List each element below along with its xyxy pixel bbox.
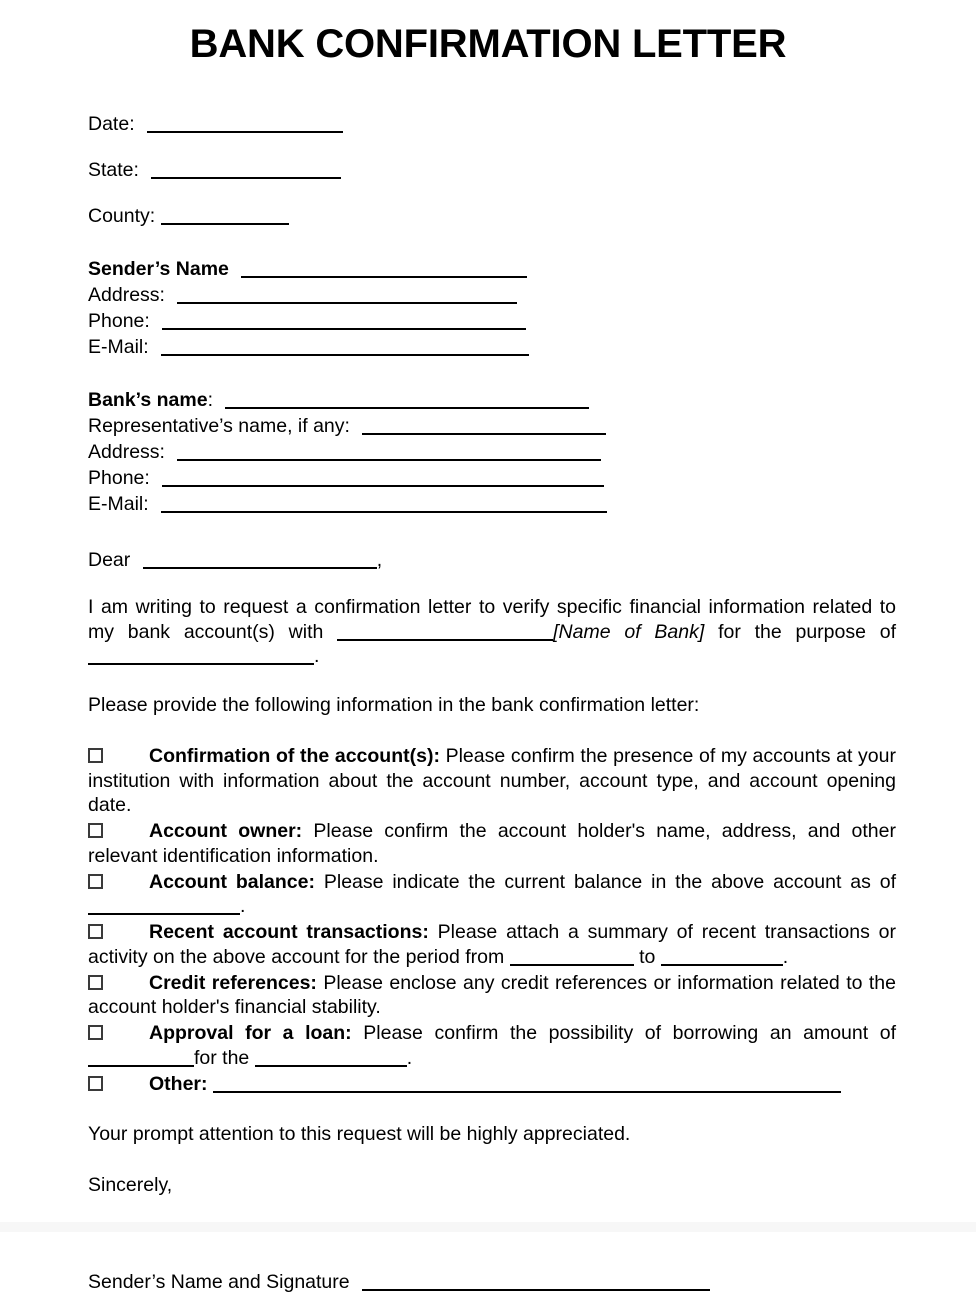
checkbox-credit-references[interactable] — [88, 975, 103, 990]
checklist-title-credit-references: Credit references: — [149, 971, 317, 994]
header-fields-block — [88, 112, 896, 230]
sender-name-row — [88, 257, 896, 283]
checklist-tail-account-balance: . — [240, 895, 246, 918]
checkbox-recent-account-transactions[interactable] — [88, 924, 103, 939]
bank-block — [88, 388, 896, 518]
bank-phone-blank[interactable] — [162, 485, 604, 487]
loan-purpose-blank[interactable] — [255, 1065, 407, 1067]
sender-phone-label: Phone: — [88, 309, 150, 332]
checklist-title-recent-account-transactions: Recent account transactions: — [149, 921, 429, 944]
signature-blank[interactable] — [362, 1289, 710, 1291]
sender-block — [88, 257, 896, 361]
salutation-blank[interactable] — [143, 567, 377, 569]
bank-name-colon: : — [207, 389, 214, 412]
checklist-item-other — [88, 1072, 896, 1097]
date-field-row — [88, 112, 896, 138]
sender-email-blank[interactable] — [161, 354, 529, 356]
checklist-item-confirmation-of-accounts — [88, 744, 896, 818]
checklist-item-credit-references — [88, 971, 896, 1021]
bank-representative-label: Representative’s name, if any: — [88, 415, 350, 438]
page-bottom-edge — [0, 1222, 976, 1232]
sender-address-label: Address: — [88, 283, 165, 306]
intro-paragraph — [88, 595, 896, 669]
checklist-body-confirmation-of-accounts: Please confirm the presence of my accounts at your institution with information about the account number, account type, and account opening date. — [88, 744, 896, 817]
bank-email-row — [88, 492, 896, 518]
checklist-title-account-owner: Account owner: — [149, 820, 303, 843]
checkbox-other[interactable] — [88, 1076, 103, 1091]
county-field-row — [88, 204, 896, 230]
date-input-blank[interactable] — [147, 131, 343, 133]
checkbox-account-balance[interactable] — [88, 874, 103, 889]
checklist-body-account-balance: Please indicate the current balance in the above account as of — [323, 870, 896, 893]
sender-phone-row — [88, 309, 896, 335]
intro-bank-placeholder: [Name of Bank] — [553, 620, 705, 643]
other-text-blank[interactable] — [213, 1091, 841, 1093]
checklist-item-account-owner — [88, 819, 896, 869]
checklist-mid-recent-account-transactions: to — [639, 945, 656, 968]
bank-email-blank[interactable] — [161, 511, 607, 513]
closing-thanks: Your prompt attention to this request will be highly appreciated. — [88, 1123, 631, 1146]
checkbox-account-owner[interactable] — [88, 823, 103, 838]
checklist-item-account-balance — [88, 870, 896, 920]
checklist-body-recent-account-transactions: Please attach a summary of recent transactions or activity on the above account for the period from — [88, 921, 896, 968]
checklist-body-credit-references: Please enclose any credit references or information related to the account holder's financial stability. — [88, 971, 896, 1019]
intro-bank-name-blank[interactable] — [337, 639, 553, 641]
intro-text-part2: for the purpose of — [718, 620, 897, 643]
bank-phone-row — [88, 466, 896, 492]
checklist-tail-approval-for-a-loan: . — [406, 1046, 413, 1069]
sender-address-blank[interactable] — [177, 302, 517, 304]
sender-name-blank[interactable] — [241, 276, 527, 278]
sender-phone-blank[interactable] — [162, 328, 526, 330]
bank-address-label: Address: — [88, 441, 165, 464]
bank-email-label: E-Mail: — [88, 493, 149, 516]
bank-address-row — [88, 440, 896, 466]
intro-period: . — [314, 645, 320, 668]
document-body — [88, 112, 896, 1295]
checklist-tail-recent-account-transactions: . — [782, 945, 789, 968]
salutation-row — [88, 548, 896, 573]
bank-name-blank[interactable] — [225, 407, 589, 409]
salutation-label: Dear — [88, 549, 131, 572]
state-input-blank[interactable] — [151, 177, 341, 179]
bank-phone-label: Phone: — [88, 467, 150, 490]
checklist-title-other: Other: — [149, 1072, 208, 1095]
checklist-body-account-owner: Please confirm the account holder's name, address, and other relevant identification information. — [88, 820, 896, 867]
checklist-item-recent-account-transactions — [88, 920, 896, 970]
sender-address-row — [88, 283, 896, 309]
bank-name-row — [88, 388, 896, 414]
bank-address-blank[interactable] — [177, 459, 601, 461]
checklist-title-approval-for-a-loan: Approval for a loan: — [149, 1022, 352, 1045]
bank-representative-row — [88, 414, 896, 440]
transactions-to-blank[interactable] — [661, 964, 783, 966]
checkbox-approval-for-a-loan[interactable] — [88, 1025, 103, 1040]
instruction-paragraph: Please provide the following information in the bank confirmation letter: — [88, 694, 700, 717]
signature-row — [88, 1270, 896, 1295]
date-label: Date: — [88, 113, 135, 135]
county-input-blank[interactable] — [161, 223, 289, 225]
account-balance-date-blank[interactable] — [88, 913, 240, 915]
state-field-row — [88, 158, 896, 184]
bank-representative-blank[interactable] — [362, 433, 606, 435]
signature-label: Sender’s Name and Signature — [88, 1270, 350, 1293]
page-title: BANK CONFIRMATION LETTER — [189, 22, 787, 66]
salutation-comma: , — [376, 549, 383, 572]
loan-amount-blank[interactable] — [88, 1065, 194, 1067]
transactions-from-blank[interactable] — [510, 964, 634, 966]
bank-name-label: Bank’s name — [88, 389, 208, 412]
checkbox-confirmation-of-accounts[interactable] — [88, 748, 103, 763]
checklist-title-confirmation-of-accounts: Confirmation of the account(s): — [149, 744, 440, 767]
intro-purpose-blank[interactable] — [88, 663, 314, 665]
closing-sincerely: Sincerely, — [88, 1174, 173, 1197]
checklist-body-approval-for-a-loan: Please confirm the possibility of borrowing an amount of — [363, 1022, 897, 1045]
sender-email-row — [88, 335, 896, 361]
checklist — [88, 744, 896, 1097]
intro-text-part1: I am writing to request a confirmation letter to verify specific financial information related to my bank account(s) with — [88, 595, 896, 643]
sender-name-label: Sender’s Name — [88, 257, 229, 280]
state-label: State: — [88, 158, 139, 181]
checklist-title-account-balance: Account balance: — [149, 870, 315, 893]
county-label: County: — [88, 204, 156, 227]
checklist-item-approval-for-a-loan — [88, 1021, 896, 1071]
checklist-mid-approval-for-a-loan: for the — [194, 1046, 250, 1069]
sender-email-label: E-Mail: — [88, 335, 149, 358]
